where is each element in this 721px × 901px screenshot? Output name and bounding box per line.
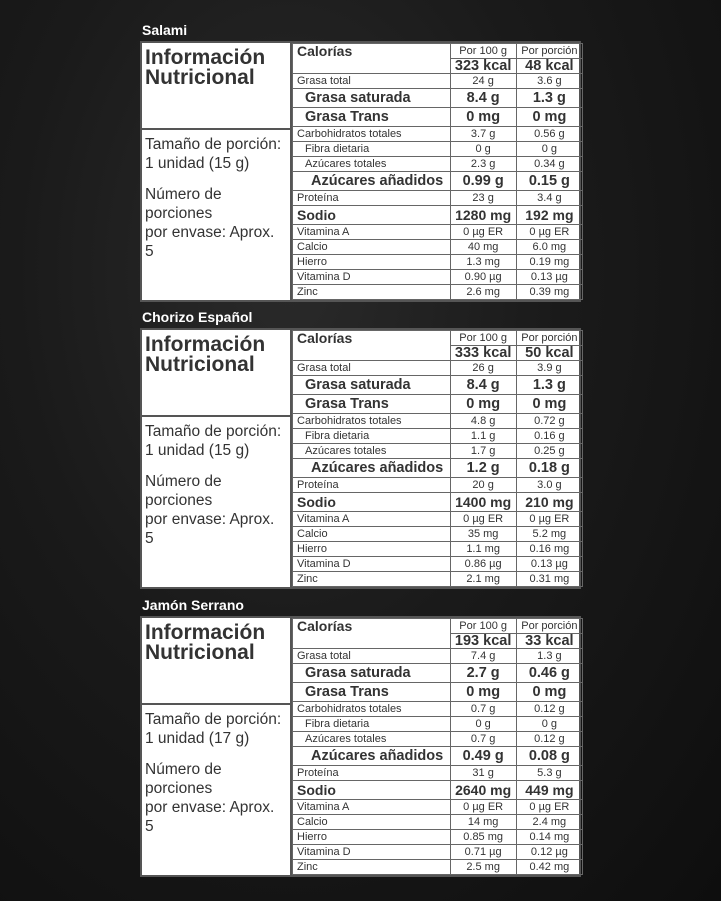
row-label: Grasa saturada [293,664,451,683]
product-name: Salami [142,22,188,38]
servings-label: Número de porciones [145,473,222,509]
row-label: Calcio [293,527,451,542]
nutrition-panel [140,328,581,589]
row-label: Vitamina D [293,557,451,572]
table-row [293,649,583,664]
info-title-line1: Información [145,621,266,644]
cell-100: 0.71 µg [450,845,516,860]
perportion-header: Por porción [516,619,582,634]
nutrition-panel [140,616,581,877]
row-label: Vitamina D [293,270,451,285]
cell-portion: 3.0 g [516,478,582,493]
calories-portion: 48 kcal [516,59,582,74]
row-label: Vitamina D [293,845,451,860]
cell-100: 1400 mg [450,493,516,512]
table-row [293,572,583,587]
info-title-line1: Información [145,46,266,69]
cell-portion: 0.12 µg [516,845,582,860]
calories-100: 333 kcal [450,346,516,361]
cell-portion: 0.15 g [516,172,582,191]
info-title-line2: Nutricional [145,353,255,376]
table-row [293,270,583,285]
cell-100: 0.85 mg [450,830,516,845]
cell-100: 2.3 g [450,157,516,172]
product-name: Jamón Serrano [142,597,244,613]
calories-portion: 50 kcal [516,346,582,361]
cell-portion: 0 µg ER [516,512,582,527]
cell-portion: 0.39 mg [516,285,582,300]
cell-portion: 0.16 mg [516,542,582,557]
table-row [293,830,583,845]
serving-label: Tamaño de porción: [145,711,282,728]
servings-per-container: por envase: Aprox. 5 [145,224,275,260]
table-row [293,512,583,527]
cell-100: 40 mg [450,240,516,255]
serving-size: 1 unidad (15 g) [145,155,250,172]
row-label: Azúcares añadidos [293,172,451,191]
cell-100: 2.6 mg [450,285,516,300]
table-row [293,395,583,414]
cell-portion: 0.31 mg [516,572,582,587]
cell-100: 0.49 g [450,747,516,766]
table-row [293,493,583,512]
cell-portion: 1.3 g [516,89,582,108]
row-label: Grasa total [293,74,451,89]
panel-title-box [142,618,292,705]
cell-portion: 0.16 g [516,429,582,444]
row-label: Vitamina A [293,512,451,527]
cell-portion: 0 µg ER [516,800,582,815]
product-section-salami [140,19,581,302]
cell-portion: 0.18 g [516,459,582,478]
row-label: Proteína [293,766,451,781]
cell-100: 0.99 g [450,172,516,191]
product-section-jamon [140,594,581,877]
row-label: Fibra dietaria [293,429,451,444]
cell-portion: 0.56 g [516,127,582,142]
nutrition-table [292,618,583,875]
cell-portion: 1.3 g [516,376,582,395]
table-row [293,142,583,157]
table-row [293,191,583,206]
servings-label: Número de porciones [145,761,222,797]
table-row [293,44,583,59]
cell-100: 0 µg ER [450,800,516,815]
cell-portion: 0.12 g [516,702,582,717]
row-label: Fibra dietaria [293,142,451,157]
row-label: Azúcares totales [293,732,451,747]
serving-size: 1 unidad (15 g) [145,442,250,459]
perportion-header: Por porción [516,331,582,346]
table-row [293,766,583,781]
panel-left [142,330,292,587]
cell-portion: 0.14 mg [516,830,582,845]
cell-portion: 0 mg [516,683,582,702]
row-label: Grasa Trans [293,108,451,127]
table-row [293,732,583,747]
cell-portion: 0.19 mg [516,255,582,270]
table-row [293,683,583,702]
row-label: Hierro [293,542,451,557]
calorias-label: Calorías [293,331,451,361]
nutrition-panel [140,41,581,302]
calorias-label: Calorías [293,44,451,74]
table-row [293,172,583,191]
cell-100: 24 g [450,74,516,89]
table-row [293,459,583,478]
row-label: Sodio [293,781,451,800]
cell-100: 0.7 g [450,732,516,747]
table-row [293,542,583,557]
cell-100: 1.1 mg [450,542,516,557]
cell-100: 14 mg [450,815,516,830]
info-title-line2: Nutricional [145,66,255,89]
servings-label: Número de porciones [145,186,222,222]
nutrition-table [292,43,583,300]
row-label: Vitamina A [293,225,451,240]
servings-per-container: por envase: Aprox. 5 [145,799,275,835]
table-row [293,664,583,683]
cell-100: 23 g [450,191,516,206]
per100-header: Por 100 g [450,331,516,346]
table-row [293,127,583,142]
cell-100: 2640 mg [450,781,516,800]
cell-portion: 0 g [516,717,582,732]
cell-100: 20 g [450,478,516,493]
info-title-line1: Información [145,333,266,356]
cell-portion: 0 g [516,142,582,157]
table-row [293,89,583,108]
row-label: Calcio [293,815,451,830]
row-label: Calcio [293,240,451,255]
cell-100: 0.7 g [450,702,516,717]
cell-100: 0 mg [450,395,516,414]
row-label: Sodio [293,493,451,512]
row-label: Hierro [293,830,451,845]
table-row [293,845,583,860]
cell-portion: 2.4 mg [516,815,582,830]
calories-100: 193 kcal [450,634,516,649]
row-label: Fibra dietaria [293,717,451,732]
row-label: Grasa Trans [293,395,451,414]
row-label: Grasa total [293,361,451,376]
panel-left [142,618,292,875]
table-row [293,255,583,270]
table-row [293,800,583,815]
cell-portion: 0.72 g [516,414,582,429]
serving-info [142,705,292,875]
table-row [293,557,583,572]
table-row [293,285,583,300]
row-label: Proteína [293,478,451,493]
table-row [293,747,583,766]
perportion-header: Por porción [516,44,582,59]
cell-portion: 210 mg [516,493,582,512]
cell-100: 2.7 g [450,664,516,683]
cell-portion: 0.34 g [516,157,582,172]
table-row [293,781,583,800]
cell-100: 1280 mg [450,206,516,225]
cell-portion: 3.6 g [516,74,582,89]
cell-100: 0.90 µg [450,270,516,285]
cell-portion: 3.9 g [516,361,582,376]
cell-100: 0 mg [450,683,516,702]
table-row [293,717,583,732]
row-label: Azúcares añadidos [293,459,451,478]
cell-portion: 5.3 g [516,766,582,781]
cell-100: 1.2 g [450,459,516,478]
table-row [293,414,583,429]
table-row [293,444,583,459]
table-row [293,206,583,225]
cell-100: 3.7 g [450,127,516,142]
panel-left [142,43,292,300]
cell-portion: 0.46 g [516,664,582,683]
cell-100: 0 µg ER [450,512,516,527]
cell-portion: 0.12 g [516,732,582,747]
cell-portion: 0 mg [516,395,582,414]
table-row [293,478,583,493]
per100-header: Por 100 g [450,44,516,59]
cell-100: 26 g [450,361,516,376]
cell-100: 7.4 g [450,649,516,664]
product-section-chorizo [140,306,581,589]
per100-header: Por 100 g [450,619,516,634]
cell-portion: 6.0 mg [516,240,582,255]
cell-100: 1.7 g [450,444,516,459]
cell-portion: 0 µg ER [516,225,582,240]
table-row [293,527,583,542]
cell-100: 31 g [450,766,516,781]
row-label: Hierro [293,255,451,270]
row-label: Azúcares totales [293,444,451,459]
product-name: Chorizo Español [142,309,253,325]
row-label: Zinc [293,285,451,300]
cell-portion: 3.4 g [516,191,582,206]
row-label: Grasa saturada [293,376,451,395]
serving-label: Tamaño de porción: [145,423,282,440]
cell-100: 8.4 g [450,376,516,395]
table-row [293,108,583,127]
row-label: Zinc [293,860,451,875]
table-row [293,74,583,89]
table-row [293,702,583,717]
cell-portion: 449 mg [516,781,582,800]
row-label: Carbohidratos totales [293,414,451,429]
row-label: Grasa saturada [293,89,451,108]
cell-portion: 0.25 g [516,444,582,459]
cell-100: 2.1 mg [450,572,516,587]
table-row [293,157,583,172]
row-label: Carbohidratos totales [293,127,451,142]
panel-title-box [142,330,292,417]
cell-100: 0.86 µg [450,557,516,572]
cell-portion: 192 mg [516,206,582,225]
panel-title-box [142,43,292,130]
table-row [293,619,583,634]
cell-100: 0 g [450,717,516,732]
table-row [293,429,583,444]
cell-portion: 0.42 mg [516,860,582,875]
cell-100: 0 g [450,142,516,157]
table-row [293,376,583,395]
table-row [293,860,583,875]
row-label: Grasa total [293,649,451,664]
servings-per-container: por envase: Aprox. 5 [145,511,275,547]
cell-100: 4.8 g [450,414,516,429]
cell-portion: 5.2 mg [516,527,582,542]
serving-info [142,130,292,300]
table-row [293,815,583,830]
serving-label: Tamaño de porción: [145,136,282,153]
calories-100: 323 kcal [450,59,516,74]
cell-100: 8.4 g [450,89,516,108]
row-label: Vitamina A [293,800,451,815]
cell-100: 0 mg [450,108,516,127]
cell-portion: 0.13 µg [516,557,582,572]
cell-100: 1.1 g [450,429,516,444]
table-row [293,225,583,240]
row-label: Azúcares totales [293,157,451,172]
cell-portion: 0.08 g [516,747,582,766]
row-label: Sodio [293,206,451,225]
cell-portion: 0.13 µg [516,270,582,285]
table-row [293,331,583,346]
cell-100: 35 mg [450,527,516,542]
table-row [293,361,583,376]
cell-portion: 0 mg [516,108,582,127]
row-label: Zinc [293,572,451,587]
serving-info [142,417,292,587]
calorias-label: Calorías [293,619,451,649]
table-row [293,240,583,255]
row-label: Proteína [293,191,451,206]
cell-portion: 1.3 g [516,649,582,664]
cell-100: 2.5 mg [450,860,516,875]
row-label: Carbohidratos totales [293,702,451,717]
serving-size: 1 unidad (17 g) [145,730,250,747]
info-title-line2: Nutricional [145,641,255,664]
cell-100: 1.3 mg [450,255,516,270]
cell-100: 0 µg ER [450,225,516,240]
row-label: Azúcares añadidos [293,747,451,766]
row-label: Grasa Trans [293,683,451,702]
calories-portion: 33 kcal [516,634,582,649]
nutrition-table [292,330,583,587]
